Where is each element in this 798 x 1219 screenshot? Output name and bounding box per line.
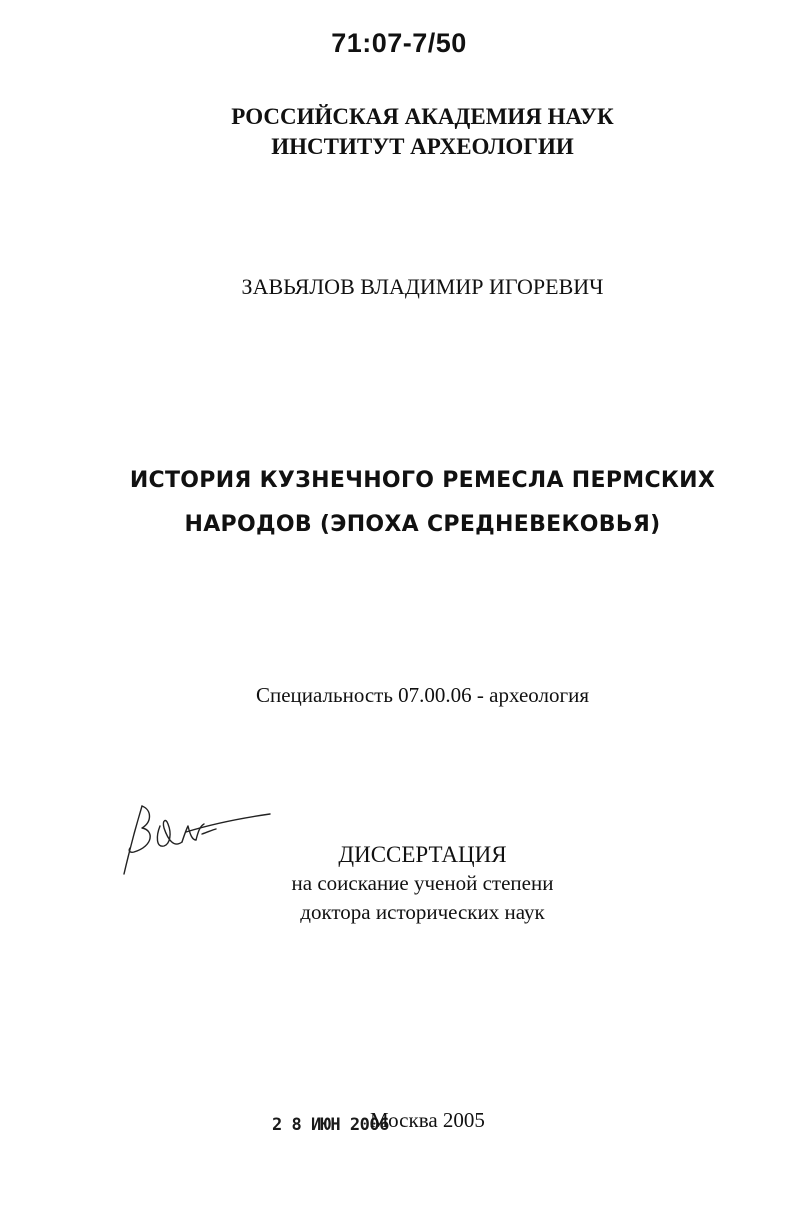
catalog-code: 71:07-7/50 <box>331 28 467 58</box>
title-line-1: ИСТОРИЯ КУЗНЕЧНОГО РЕМЕСЛА ПЕРМСКИХ <box>129 468 716 493</box>
dissertation-field-line: доктора исторических наук <box>300 900 545 924</box>
author-name: ЗАВЬЯЛОВ ВЛАДИМИР ИГОРЕВИЧ <box>241 274 604 299</box>
organization-line-institute: ИНСТИТУТ АРХЕОЛОГИИ <box>271 134 574 159</box>
received-date-stamp: 2 8 ИЮН 2006 <box>272 1115 389 1135</box>
dissertation-title <box>0 459 798 547</box>
dissertation-type: ДИССЕРТАЦИЯ <box>338 842 507 867</box>
city-year: Москва 2005 <box>370 1108 485 1132</box>
organization-line-academy: РОССИЙСКАЯ АКАДЕМИЯ НАУК <box>231 104 614 129</box>
organization-block <box>0 102 798 162</box>
specialty-line: Специальность 07.00.06 - археология <box>255 683 590 707</box>
dissertation-block <box>0 840 798 927</box>
dissertation-degree-line: на соискание ученой степени <box>291 871 554 895</box>
title-line-2: НАРОДОВ (ЭПОХА СРЕДНЕВЕКОВЬЯ) <box>184 512 661 537</box>
